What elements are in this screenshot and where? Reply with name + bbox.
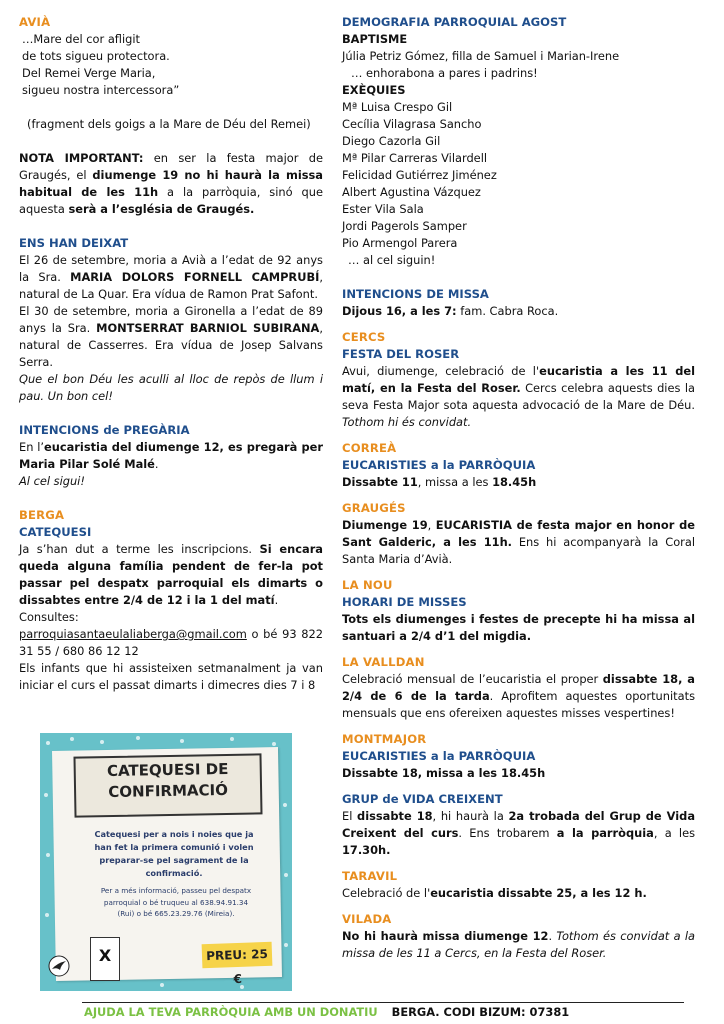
vilada-text: No hi haurà missa diumenge 12. Tothom és convidat a la missa de les 11 a Cercs, en la Festa del Roser.	[342, 929, 696, 960]
correa-subtitle: EUCARISTIES a la PARRÒQUIA	[342, 458, 536, 472]
section-title-montmajor: MONTMAJOR	[342, 732, 427, 746]
nota-important: NOTA IMPORTANT: en ser la festa major de Graugés, el diumenge 19 no hi haurà la missa habitual de les 11h a la parròquia, sinó que aquesta serà a l’església de Graugés.	[19, 151, 323, 216]
section-title-cercs: CERCS	[342, 330, 386, 344]
footer-divider	[82, 1002, 684, 1003]
poem-line: Del Remei Verge Maria,	[22, 66, 156, 80]
baptisme-text: Júlia Petriz Gómez, filla de Samuel i Marian-Irene	[342, 49, 620, 63]
exequies-heading: EXÈQUIES	[342, 83, 406, 97]
poem-note: (fragment dels goigs a la Mare de Déu del Remei)	[27, 117, 311, 131]
list-item: Cecília Vilagrasa Sancho	[342, 117, 482, 131]
pregaria-end: Al cel sigui!	[19, 474, 85, 488]
poem-line: sigueu nostra intercessora”	[22, 83, 180, 97]
valldan-text: Celebració mensual de l’eucaristia el proper dissabte 18, a 2/4 de 6 de la tarda. Aprofitem aquestes oportunitats mensuals que ens ofereixen aquestes misses vespertines!	[342, 672, 696, 720]
taravil-text: Celebració de l'eucaristia dissabte 25, a les 12 h.	[342, 886, 647, 900]
roser-text: Avui, diumenge, celebració de l'eucaristia a les 11 del matí, en la Festa del Roser. Cercs celebra aquests dies la seva Festa Major sota aquesta advocació de la Mare de Déu. Tothom hi és convidat.	[342, 364, 695, 429]
section-title-vilada: VILADA	[342, 912, 392, 926]
section-title-deixat: ENS HAN DEIXAT	[19, 236, 129, 250]
section-title-correa: CORREÀ	[342, 441, 397, 455]
section-title-demografia: DEMOGRAFIA PARROQUIAL AGOST	[342, 15, 567, 29]
section-title-berga: BERGA	[19, 508, 65, 522]
confirmation-poster	[40, 733, 292, 991]
obituary-1: El 26 de setembre, moria a Avià a l’edat de 92 anys la Sra. MARIA DOLORS FORNELL CAMPRUBÍ, natural de La Quar. Era vídua de Ramon Prat Safont.	[19, 253, 323, 301]
correa-text: Dissabte 11, missa a les 18.45h	[342, 475, 537, 489]
poster-info: Per a més informació, passeu pel despatx parroquial o bé truqueu al 638.94.91.34 (Rui) o bé 665.23.29.76 (Mireia).	[100, 886, 252, 918]
contact-line: parroquiasantaeulaliaberga@gmail.com o bé 93 822 31 55 / 680 86 12 12	[19, 627, 323, 658]
intencions-text: Dijous 16, a les 7: fam. Cabra Roca.	[342, 304, 559, 318]
section-title-taravil: TARAVIL	[342, 869, 398, 883]
nou-text: Tots els diumenges i festes de precepte hi ha missa al santuari a 2/4 d’1 del migdia.	[342, 612, 695, 643]
footer-bizum: BERGA. CODI BIZUM: 07381	[391, 1005, 570, 1019]
list-item: Jordi Pagerols Samper	[342, 219, 467, 233]
section-title-avia: AVIÀ	[19, 15, 51, 29]
left-column	[19, 14, 323, 694]
section-title-intencions: INTENCIONS DE MISSA	[342, 287, 489, 301]
list-item: Mª Luisa Crespo Gil	[342, 100, 453, 114]
baptisme-end: … enhorabona a pares i padrins!	[351, 66, 538, 80]
list-item: Felicidad Gutiérrez Jiménez	[342, 168, 497, 182]
poster-title: CATEQUESI DE CONFIRMACIÓ	[73, 753, 262, 817]
montmajor-subtitle: EUCARISTIES a la PARRÒQUIA	[342, 749, 536, 763]
list-item: Diego Cazorla Gil	[342, 134, 441, 148]
poem	[19, 31, 323, 99]
list-item: Mª Pilar Carreras Vilardell	[342, 151, 488, 165]
email-link[interactable]: parroquiasantaeulaliaberga@gmail.com	[19, 627, 247, 641]
section-title-valldan: LA VALLDAN	[342, 655, 425, 669]
right-column	[342, 14, 695, 962]
poem-line: de tots sigueu protectora.	[22, 49, 170, 63]
swallow-logo-icon	[48, 955, 70, 977]
pregaria-text: En l’eucaristia del diumenge 12, es pregarà per Maria Pilar Solé Malé.	[19, 440, 323, 471]
section-title-pregaria: INTENCIONS de PREGÀRIA	[19, 423, 190, 437]
list-item: Albert Agustina Vázquez	[342, 185, 481, 199]
poster-text: Catequesi per a nois i noies que ja han fet la primera comunió i volen preparar-se pel sagrament de la confirmació.	[94, 829, 254, 878]
montmajor-text: Dissabte 18, missa a les 18.45h	[342, 766, 546, 780]
poem-line: …Mare del cor afligit	[22, 32, 140, 46]
grup-text: El dissabte 18, hi haurà la 2a trobada del Grup de Vida Creixent del curs. Ens trobarem a la parròquia, a les 17.30h.	[342, 809, 696, 857]
section-title-grauges: GRAUGÉS	[342, 501, 406, 515]
grauges-text: Diumenge 19, EUCARISTIA de festa major en honor de Sant Galderic, a les 11h. Ens hi acompanyarà la Coral Santa Maria d’Avià.	[342, 518, 695, 566]
section-title-nou: LA NOU	[342, 578, 393, 592]
list-item: Ester Vila Sala	[342, 202, 424, 216]
section-title-roser: FESTA DEL ROSER	[342, 347, 460, 361]
poster-price: PREU: 25 €	[202, 942, 273, 968]
footer-donation: AJUDA LA TEVA PARRÒQUIA AMB UN DONATIU	[84, 1005, 378, 1019]
obituary-prayer: Que el bon Déu les aculli al lloc de repòs de llum i pau. Un bon cel!	[19, 372, 323, 403]
parish-logo-icon: X	[90, 937, 120, 981]
baptisme-heading: BAPTISME	[342, 32, 408, 46]
obituary-2: El 30 de setembre, moria a Gironella a l’edat de 89 anys la Sra. MONTSERRAT BARNIOL SUBIRANA, natural de Casserres. Era vídua de Josep Salvans Serra.	[19, 304, 323, 369]
section-title-grup: GRUP de VIDA CREIXENT	[342, 792, 503, 806]
consultes-label: Consultes:	[19, 610, 79, 624]
nou-subtitle: HORARI DE MISSES	[342, 595, 467, 609]
exequies-end: … al cel siguin!	[348, 253, 436, 267]
infants-text: Els infants que hi assisteixen setmanalment ja van iniciar el curs el passat dimarts i dimecres dies 7 i 8	[19, 661, 323, 692]
catequesi-text: Ja s’han dut a terme les inscripcions. Si encara queda alguna família pendent de fer-la pot passar pel despatx parroquial els dimarts o dissabtes entre 2/4 de 12 i la 1 del matí.	[19, 542, 323, 607]
footer	[84, 1005, 569, 1019]
section-title-catequesi: CATEQUESI	[19, 525, 92, 539]
list-item: Pio Armengol Parera	[342, 236, 458, 250]
